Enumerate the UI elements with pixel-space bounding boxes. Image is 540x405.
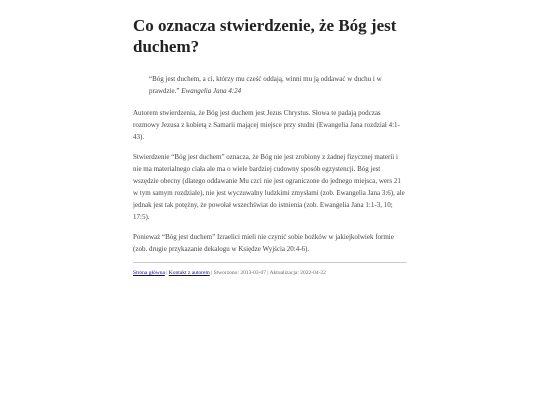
created-date: Stworzono: 2013-03-07	[213, 270, 266, 276]
page-title: Co oznacza stwierdzenie, że Bóg jest duchem?	[133, 16, 397, 56]
footer	[133, 269, 407, 278]
quote-text: “Bóg jest duchem, a ci, którzy mu cześć oddają, winni mu ją oddawać w duchu i w prawdzie.”	[149, 75, 382, 95]
home-link[interactable]: Strona główna	[133, 270, 165, 276]
updated-date: Aktualizacja: 2022-04-22	[269, 270, 326, 276]
footer-separator: |	[209, 270, 214, 276]
bible-quote	[149, 73, 407, 97]
footer-separator: |	[266, 270, 270, 276]
contact-author-link[interactable]: Kontakt z autorem	[168, 270, 210, 276]
paragraph-3: Ponieważ “Bóg jest duchem” Izraelici mieli nie czynić sobie bożków w jakiejkolwiek formie (zob. drugie przykazanie dekalogu w Księdze Wyjścia 20:4-6).	[133, 233, 394, 253]
paragraph-1: Autorem stwierdzenia, że Bóg jest duchem jest Jezus Chrystus. Słowa te padają podczas rozmowy Jezusa z kobietą z Samarii mającej miejsce przy studni (Ewangelia Jana rozdział 4:1-43).	[133, 109, 400, 141]
quote-source: Ewangelia Jana 4:24	[181, 87, 242, 95]
footer-separator: |	[164, 270, 169, 276]
footer-divider	[133, 262, 407, 263]
paragraph-2: Stwierdzenie “Bóg jest duchem” oznacza, że Bóg nie jest zrobiony z żadnej fizycznej materii i nie ma materialnego ciała ale ma o wiele bardziej cudowny sposób egzystencji. Bóg jest wszędzie obecny (dlatego oddawanie Mu czci nie jest ograniczone do jednego miejsca, wers 21 w tym samym rozdziale), nie jest wyczuwalny ludzkimi zmysłami (zob. Ewangelia Jana 3:6), ale jednak jest tak potężny, że powołał wszechświat do istnienia (zob. Ewangelia Jana 1:1-3, 10; 17:5).	[133, 153, 405, 221]
article	[133, 15, 407, 278]
